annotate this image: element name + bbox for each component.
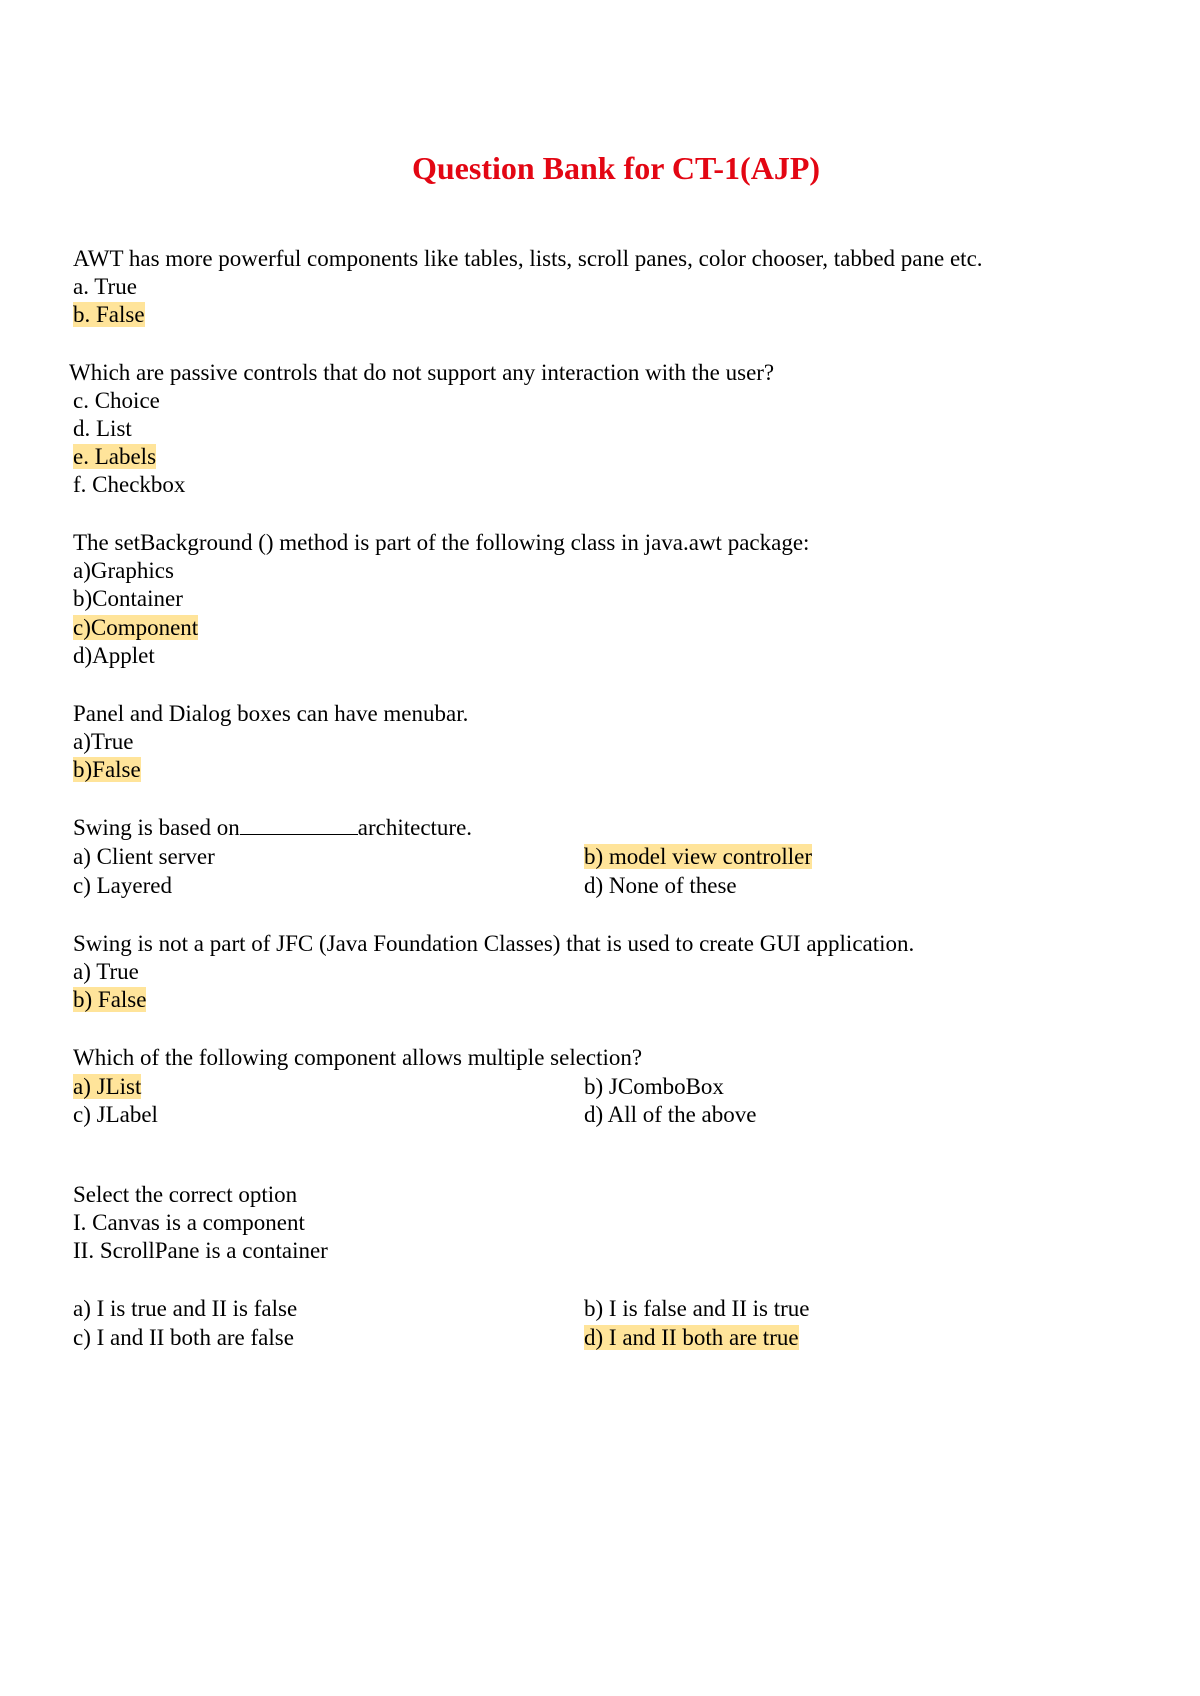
- question-3-option-c-answer: c)Component: [73, 615, 199, 640]
- question-2-option-d: d. List: [73, 416, 132, 441]
- question-7-text: Which of the following component allows multiple selection?: [73, 1045, 643, 1070]
- question-5-option-b-answer: b) model view controller: [584, 844, 813, 869]
- question-8-option-b: b) I is false and II is true: [584, 1296, 810, 1321]
- question-5-option-d: d) None of these: [584, 873, 737, 898]
- question-7-option-c: c) JLabel: [73, 1102, 158, 1127]
- question-6-option-b-answer: b) False: [73, 987, 147, 1012]
- question-2-option-f: f. Checkbox: [73, 472, 186, 497]
- question-3-text: The setBackground () method is part of the following class in java.awt package:: [73, 530, 810, 555]
- question-7-option-a-answer: a) JList: [73, 1074, 142, 1099]
- question-8-statement-1: I. Canvas is a component: [73, 1210, 305, 1235]
- question-8-option-c: c) I and II both are false: [73, 1325, 294, 1350]
- question-8-option-a: a) I is true and II is false: [73, 1296, 298, 1321]
- question-8-option-d-answer: d) I and II both are true: [584, 1325, 799, 1350]
- question-7-option-b: b) JComboBox: [584, 1074, 724, 1099]
- question-1-option-a: a. True: [73, 274, 137, 299]
- question-8-statement-2: II. ScrollPane is a container: [73, 1238, 328, 1263]
- question-2-option-e-answer: e. Labels: [73, 444, 157, 469]
- question-3-option-a: a)Graphics: [73, 558, 174, 583]
- question-1-option-b-answer: b. False: [73, 302, 145, 327]
- question-5-text-before: Swing is based on: [73, 815, 240, 840]
- question-3-option-b: b)Container: [73, 586, 183, 611]
- question-4-option-b-answer: b)False: [73, 757, 141, 782]
- question-8-text: Select the correct option: [73, 1182, 298, 1207]
- question-7-option-d: d) All of the above: [584, 1102, 757, 1127]
- question-5-text-after: architecture.: [357, 815, 473, 840]
- question-6-text: Swing is not a part of JFC (Java Foundation Classes) that is used to create GUI application.: [73, 931, 915, 956]
- question-4-text: Panel and Dialog boxes can have menubar.: [73, 701, 469, 726]
- question-2-text: Which are passive controls that do not support any interaction with the user?: [69, 360, 775, 385]
- question-3-option-d: d)Applet: [73, 643, 155, 668]
- question-5-option-a: a) Client server: [73, 844, 215, 869]
- question-4-option-a: a)True: [73, 729, 134, 754]
- fill-in-blank: [240, 814, 358, 835]
- question-5-option-c: c) Layered: [73, 873, 172, 898]
- question-6-option-a: a) True: [73, 959, 139, 984]
- document-title: Question Bank for CT-1(AJP): [411, 150, 821, 186]
- question-5-text: [73, 814, 472, 842]
- question-1-text: AWT has more powerful components like tables, lists, scroll panes, color chooser, tabbed pane etc.: [73, 246, 983, 271]
- question-2-option-c: c. Choice: [73, 388, 160, 413]
